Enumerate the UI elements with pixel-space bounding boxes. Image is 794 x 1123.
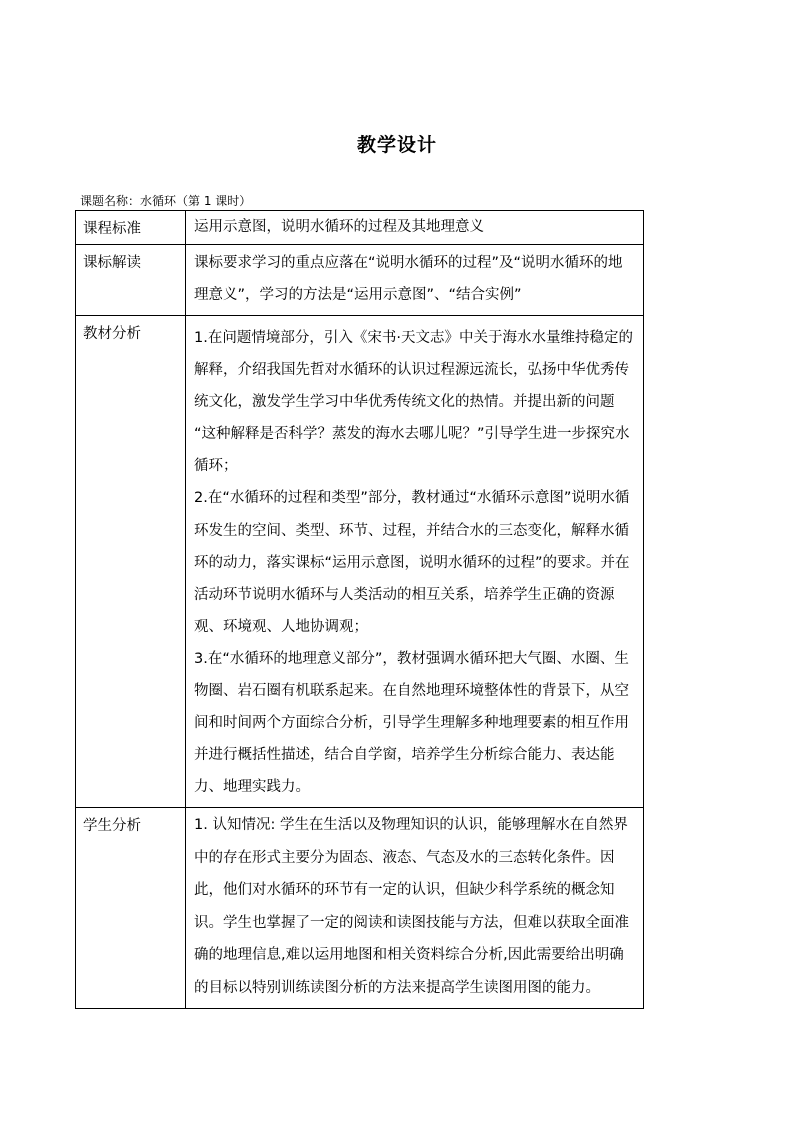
table-row [76, 316, 644, 808]
row-label: 课标解读 [76, 245, 186, 316]
row-label: 学生分析 [76, 808, 186, 1009]
table-row [76, 211, 644, 245]
paragraph: 1.在问题情境部分，引入《宋书·天文志》中关于海水水量维持稳定的解释，介绍我国先哲对水循环的认识过程源远流长，弘扬中华优秀传统文化，激发学生学习中华优秀传统文化的热情。并提出新的问题 “这种解释是否科学？蒸发的海水去哪儿呢？”引导学生进一步探究水循环； [194, 330, 633, 475]
row-label: 教材分析 [76, 316, 186, 808]
table-row [76, 245, 644, 316]
course-name: 课题名称：水循环（第 1 课时） [80, 194, 252, 208]
row-label: 课程标准 [76, 211, 186, 245]
lesson-design-table [75, 210, 644, 1009]
paragraph: 2.在“水循环的过程和类型”部分，教材通过“水循环示意图”说明水循环发生的空间、类型、环节、过程，并结合水的三态变化，解释水循环的动力，落实课标“运用示意图，说明水循环的过程”的要求。并在活动环节说明水循环与人类活动的相互关系，培养学生正确的资源观、环境观、人地协调观； [194, 490, 630, 635]
row-content [186, 808, 644, 1009]
row-content: 课标要求学习的重点应落在“说明水循环的过程”及“说明水循环的地理意义”，学习的方法是“运用示意图”、“结合实例” [186, 245, 644, 316]
row-content [186, 316, 644, 808]
document-title: 教学设计 [356, 134, 437, 156]
row-content: 运用示意图，说明水循环的过程及其地理意义 [186, 211, 644, 245]
table-row [76, 808, 644, 1009]
paragraph: 3.在“水循环的地理意义部分”，教材强调水循环把大气圈、水圈、生物圈、岩石圈有机联系起来。在自然地理环境整体性的背景下，从空间和时间两个方面综合分析，引导学生理解多种地理要素的相互作用并进行概括性描述，结合自学窗，培养学生分析综合能力、表达能力、地理实践力。 [194, 650, 629, 796]
paragraph: 1. 认知情况: 学生在生活以及物理知识的认识，能够理解水在自然界中的存在形式主要分为固态、液态、气态及水的三态转化条件。因此，他们对水循环的环节有一定的认识，但缺少科学系统的概念知识。学生也掌握了一定的阅读和读图技能与方法，但难以获取全面准确的地理信息,难以运用地图和相关资料综合分析,因此需要给出明确的目标以特别训练读图分析的方法来提高学生读图用图的能力。 [194, 817, 629, 996]
